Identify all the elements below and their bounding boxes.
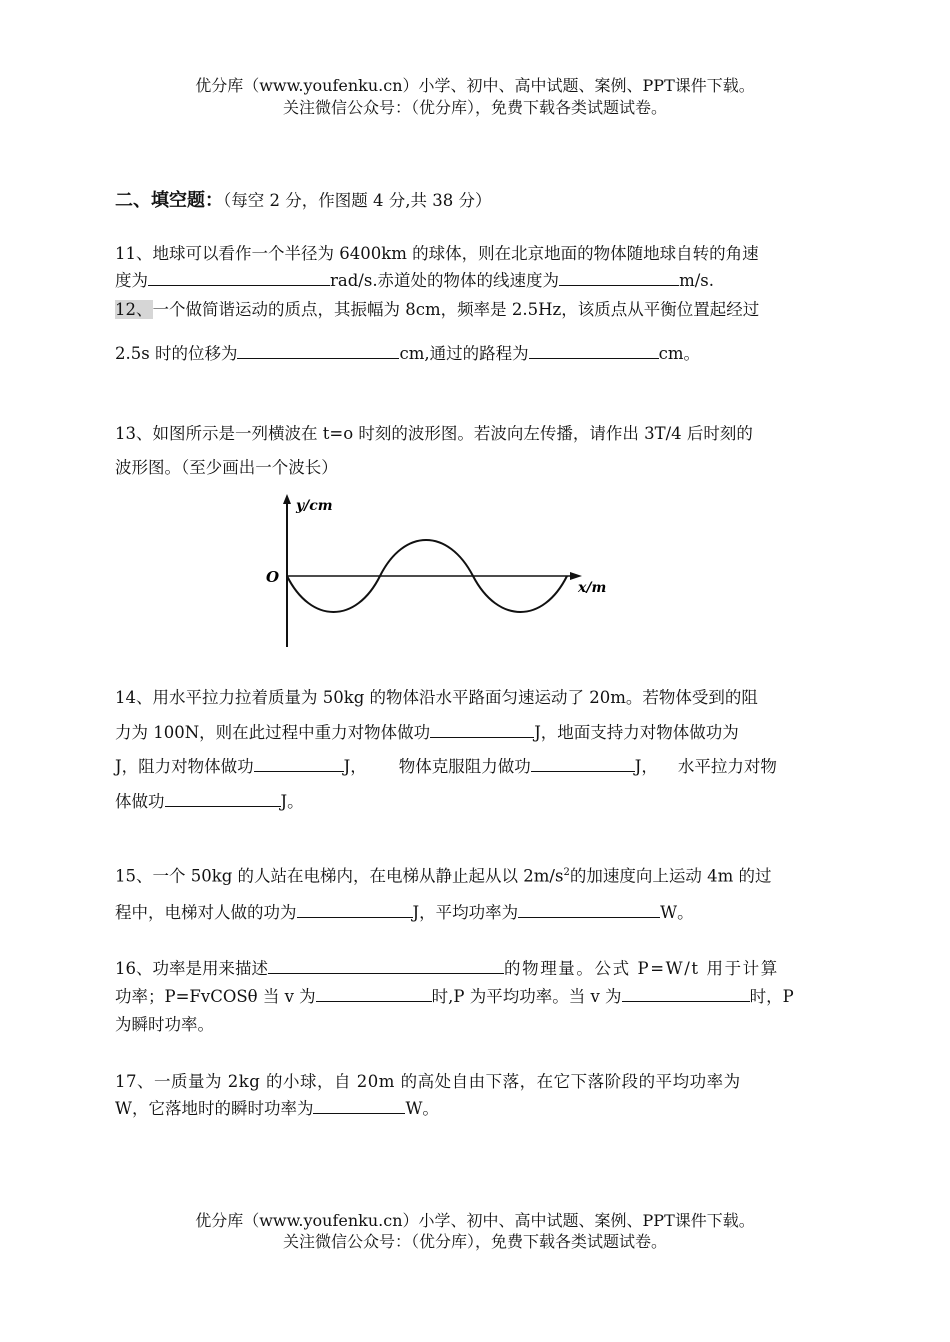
section-heading — [115, 186, 491, 212]
q12-number: 12、 — [115, 300, 153, 319]
q14-blank-pull-work[interactable] — [165, 792, 281, 807]
y-axis — [283, 494, 291, 647]
q14-text: 体做功 — [115, 791, 165, 811]
q17-text: W。 — [405, 1099, 439, 1118]
q15-text: 的加速度向上运动 4m 的过 — [569, 866, 772, 886]
q17-line-1: 17、一质量为 2kg 的小球，自 20m 的高处自由下落，在它下落阶段的平均功率为 — [115, 1072, 741, 1091]
header-line-1: 优分库（www.youfenku.cn）小学、初中、高中试题、案例、PPT课件下载。 — [195, 76, 755, 95]
origin-label: O — [266, 568, 280, 586]
q17-line-2 — [115, 1095, 836, 1122]
footer-line-1: 优分库（www.youfenku.cn）小学、初中、高中试题、案例、PPT课件下载。 — [195, 1211, 755, 1230]
q16-line-1 — [115, 955, 836, 983]
q17-blank-instant-power[interactable] — [313, 1099, 405, 1114]
q12-blank-distance[interactable] — [529, 344, 659, 359]
question-12 — [115, 297, 836, 367]
q12-line-1 — [115, 297, 836, 323]
q15-superscript: 2 — [563, 867, 570, 878]
q15-text: 程中，电梯对人做的功为 — [115, 902, 297, 922]
q14-text: 物体克服阻力做功 — [398, 757, 531, 776]
q11-blank-linear-velocity[interactable] — [559, 271, 679, 286]
q14-line-4 — [115, 785, 836, 820]
header-line-2: 关注微信公众号：（优分库），免费下载各类试题试卷。 — [282, 98, 667, 117]
q14-line-3 — [115, 750, 836, 785]
q16-blank-describe[interactable] — [268, 959, 504, 974]
question-17 — [115, 1068, 836, 1122]
q13-line-2: 波形图。（至少画出一个波长） — [115, 458, 338, 477]
q14-text: J， — [343, 757, 367, 776]
q11-text: m/s. — [679, 271, 714, 290]
q16-blank-instant-v[interactable] — [622, 987, 750, 1002]
question-15 — [115, 855, 836, 931]
x-axis-label: x/m — [578, 580, 607, 596]
q12-text: cm,通过的路程为 — [399, 344, 529, 363]
q14-line-2 — [115, 716, 836, 751]
q12-line-2 — [115, 341, 836, 367]
question-16 — [115, 955, 836, 1039]
q11-line-2 — [115, 267, 836, 294]
section-title: 二、填空题： — [115, 190, 223, 211]
question-14 — [115, 681, 836, 819]
q17-text: W，它落地时的瞬时功率为 — [115, 1099, 314, 1118]
q14-blank-friction-work[interactable] — [254, 757, 344, 772]
q16-line-3: 为瞬时功率。 — [115, 1015, 214, 1034]
q15-blank-work[interactable] — [297, 903, 413, 918]
q12-text: cm。 — [658, 344, 700, 363]
q14-blank-overcome-work[interactable] — [531, 757, 635, 772]
q12-text: 一个做简谐运动的质点，其振幅为 8cm，频率是 2.5Hz，该质点从平衡位置起经过 — [152, 300, 760, 319]
q15-text: W。 — [660, 902, 694, 922]
q11-text: rad/s.赤道处的物体的线速度为 — [330, 271, 560, 290]
q14-text: 水平拉力对物 — [677, 757, 777, 776]
q15-line-2 — [115, 895, 836, 931]
q16-text: 时，P — [749, 987, 794, 1006]
q15-line-1 — [115, 855, 836, 895]
footer-line-2: 关注微信公众号：（优分库），免费下载各类试题试卷。 — [282, 1232, 667, 1251]
x-axis — [287, 572, 582, 580]
q15-text: J，平均功率为 — [412, 902, 519, 922]
q14-text: J， — [634, 757, 658, 776]
question-11 — [115, 240, 836, 294]
section-note: （每空 2 分，作图题 4 分,共 38 分） — [223, 191, 492, 210]
q11-text: 度为 — [115, 271, 148, 290]
y-axis-label: y/cm — [296, 498, 333, 514]
wave-figure — [258, 490, 628, 650]
q15-blank-power[interactable] — [518, 903, 660, 918]
q12-text: 2.5s 时的位移为 — [115, 344, 238, 363]
q14-blank-gravity-work[interactable] — [430, 723, 534, 738]
q12-blank-displacement[interactable] — [237, 344, 399, 359]
q14-text: J，阻力对物体做功 — [115, 757, 254, 776]
q15-text: 15、一个 50kg 的人站在电梯内，在电梯从静止起从以 2m/s — [115, 866, 564, 886]
q16-text: 的物理量。公式 P=W/t 用于计算 — [504, 959, 779, 978]
q16-text: 功率；P=FvCOSθ 当 v 为 — [115, 987, 316, 1006]
q14-text: 力为 100N，则在此过程中重力对物体做功 — [115, 722, 431, 742]
q16-line-2 — [115, 983, 836, 1011]
q11-line-1: 11、地球可以看作一个半径为 6400km 的球体，则在北京地面的物体随地球自转的角速 — [115, 244, 759, 263]
q11-blank-angular-velocity[interactable] — [148, 271, 330, 286]
q14-line-1: 14、用水平拉力拉着质量为 50kg 的物体沿水平路面匀速运动了 20m。若物体受到的阻 — [115, 688, 758, 707]
q14-text: J。 — [280, 791, 304, 811]
q16-blank-average-v[interactable] — [316, 987, 432, 1002]
question-13 — [115, 417, 836, 485]
q13-line-1: 13、如图所示是一列横波在 t=o 时刻的波形图。若波向左传播，请作出 3T/4 后时刻的 — [115, 424, 753, 443]
q16-text: 16、功率是用来描述 — [115, 959, 268, 978]
q14-text: J，地面支持力对物体做功为 — [534, 722, 739, 742]
q16-text: 时,P 为平均功率。当 v 为 — [431, 987, 622, 1006]
